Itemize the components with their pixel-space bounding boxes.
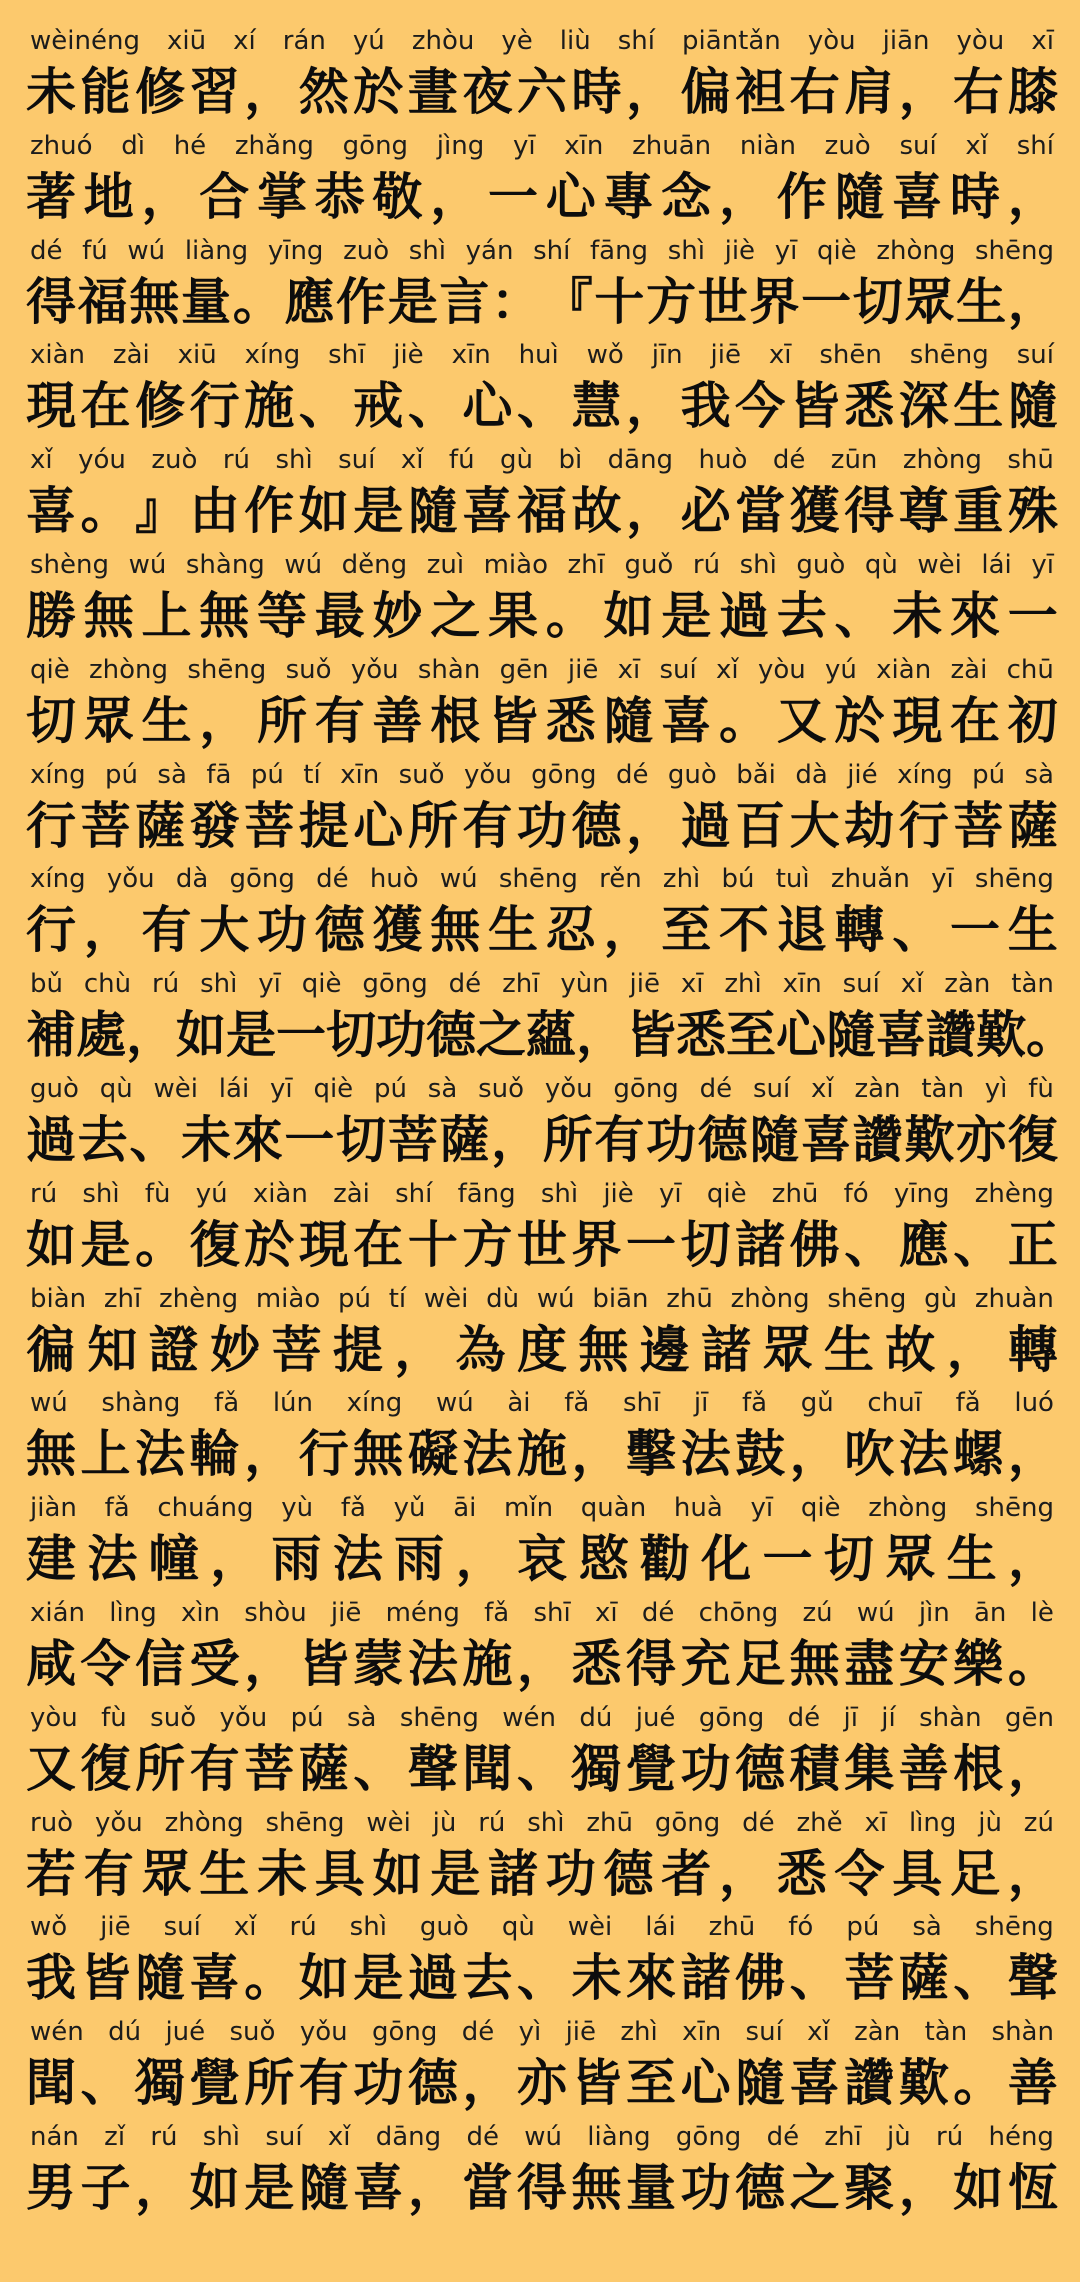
pinyin-line: shèng wú shàng wú děng zuì miào zhī guǒ rú shì guò qù wèi lái yī — [30, 550, 1054, 580]
verse-line — [26, 2017, 1058, 2121]
pinyin-line: xǐ yóu zuò rú shì suí xǐ fú gù bì dāng huò dé zūn zhòng shū — [30, 445, 1054, 476]
pinyin-line: dé fú wú liàng yīng zuò shì yán shí fāng shì jiè yī qiè zhòng shēng — [30, 235, 1054, 266]
verse-line — [26, 2122, 1058, 2226]
pinyin-line: rú shì fù yú xiàn zài shí fāng shì jiè yī qiè zhū fó yīng zhèng — [30, 1178, 1054, 1209]
pinyin-line: xíng pú sà fā pú tí xīn suǒ yǒu gōng dé guò bǎi dà jié xíng pú sà — [30, 759, 1054, 790]
verse-line — [26, 131, 1058, 235]
chinese-text-line: 喜 。 』 由 作 如 是 隨 喜 福 故 ， 必 當 獲 得 尊 重 殊 — [26, 482, 1058, 541]
chinese-text-line: 著 地 ， 合 掌 恭 敬 ， 一 心 專 念 ， 作 隨 喜 時 ， — [26, 167, 1058, 226]
pinyin-line: wǒ jiē suí xǐ rú shì guò qù wèi lái zhū fó pú sà shēng — [30, 1912, 1054, 1943]
chinese-text-line: 男 子 ， 如 是 隨 喜 ， 當 得 無 量 功 德 之 聚 ， 如 恆 — [26, 2159, 1058, 2217]
chinese-text-line: 勝 無 上 無 等 最 妙 之 果 。 如 是 過 去 、 未 來 一 — [26, 587, 1058, 645]
verse-line — [26, 236, 1058, 340]
chinese-text-line: 補 處 ， 如 是 一 切 功 德 之 蘊 ， 皆 悉 至 心 隨 喜 讚 歎 。 — [26, 1006, 1076, 1065]
pinyin-line: qiè zhòng shēng suǒ yǒu shàn gēn jiē xī suí xǐ yòu yú xiàn zài chū — [30, 654, 1054, 685]
pinyin-line: xián lìng xìn shòu jiē méng fǎ shī xī dé chōng zú wú jìn ān lè — [30, 1598, 1054, 1628]
verse-line — [26, 1493, 1058, 1597]
verse-line — [26, 655, 1058, 759]
verse-line — [26, 1284, 1058, 1388]
chinese-text-line: 行 菩 薩 發 菩 提 心 所 有 功 德 ， 過 百 大 劫 行 菩 薩 — [26, 796, 1058, 855]
chinese-text-line: 聞 、 獨 覺 所 有 功 德 ， 亦 皆 至 心 隨 喜 讚 歎 。 善 — [26, 2054, 1058, 2113]
pinyin-line: zhuó dì hé zhǎng gōng jìng yī xīn zhuān niàn zuò suí xǐ shí — [30, 130, 1054, 161]
chinese-text-line: 我 皆 隨 喜 。 如 是 過 去 、 未 來 諸 佛 、 菩 薩 、 聲 — [26, 1949, 1058, 2008]
chinese-text-line: 得 福 無 量 。 應 作 是 言 ： 『 十 方 世 界 一 切 眾 生 ， — [26, 272, 1058, 331]
chinese-text-line: 又 復 所 有 菩 薩 、 聲 聞 、 獨 覺 功 德 積 集 善 根 ， — [26, 1739, 1058, 1798]
chinese-text-line: 若 有 眾 生 未 具 如 是 諸 功 德 者 ， 悉 令 具 足 ， — [26, 1844, 1058, 1903]
verse-line — [26, 445, 1058, 549]
chinese-text-line: 未 能 修 習 ， 然 於 晝 夜 六 時 ， 偏 袒 右 肩 ， 右 膝 — [26, 63, 1058, 121]
pinyin-line: guò qù wèi lái yī qiè pú sà suǒ yǒu gōng dé suí xǐ zàn tàn yì fù — [30, 1074, 1054, 1104]
pinyin-line: jiàn fǎ chuáng yù fǎ yǔ āi mǐn quàn huà yī qiè zhòng shēng — [30, 1493, 1054, 1524]
pinyin-line: ruò yǒu zhòng shēng wèi jù rú shì zhū gōng dé zhě xī lìng jù zú — [30, 1807, 1054, 1838]
pinyin-line: bǔ chù rú shì yī qiè gōng dé zhī yùn jiē xī zhì xīn suí xǐ zàn tàn — [30, 969, 1054, 1000]
verse-line — [26, 1808, 1058, 1912]
pinyin-line: nán zǐ rú shì suí xǐ dāng dé wú liàng gōng dé zhī jù rú héng — [30, 2122, 1054, 2152]
pinyin-line: wèinéng xiū xí rán yú zhòu yè liù shí piāntǎn yòu jiān yòu xī — [30, 26, 1054, 56]
verse-line — [26, 26, 1058, 130]
verse-line — [26, 550, 1058, 654]
chinese-text-line: 如 是 。 復 於 現 在 十 方 世 界 一 切 諸 佛 、 應 、 正 — [26, 1215, 1058, 1274]
chinese-text-line: 徧 知 證 妙 菩 提 ， 為 度 無 邊 諸 眾 生 故 ， 轉 — [26, 1320, 1058, 1379]
chinese-text-line: 行 ， 有 大 功 德 獲 無 生 忍 ， 至 不 退 轉 、 一 生 — [26, 901, 1058, 960]
pinyin-line: xiàn zài xiū xíng shī jiè xīn huì wǒ jīn jiē xī shēn shēng suí — [30, 340, 1054, 371]
chinese-text-line: 過 去 、 未 來 一 切 菩 薩 ， 所 有 功 德 隨 喜 讚 歎 亦 復 — [26, 1111, 1058, 1169]
pinyin-line: wú shàng fǎ lún xíng wú ài fǎ shī jī fǎ gǔ chuī fǎ luó — [30, 1388, 1054, 1419]
chinese-text-line: 切 眾 生 ， 所 有 善 根 皆 悉 隨 喜 。 又 於 現 在 初 — [26, 691, 1058, 750]
verse-line — [26, 1912, 1058, 2016]
verse-line — [26, 1598, 1058, 1702]
verse-line — [26, 1703, 1058, 1807]
chinese-text-line: 無 上 法 輪 ， 行 無 礙 法 施 ， 擊 法 鼓 ， 吹 法 螺 ， — [26, 1425, 1058, 1484]
verse-line — [26, 1179, 1058, 1283]
verse-line — [26, 1074, 1058, 1178]
verse-line — [26, 864, 1058, 968]
verse-line — [26, 1388, 1058, 1492]
chinese-text-line: 現 在 修 行 施 、 戒 、 心 、 慧 ， 我 今 皆 悉 深 生 隨 — [26, 377, 1058, 436]
pinyin-line: wén dú jué suǒ yǒu gōng dé yì jiē zhì xīn suí xǐ zàn tàn shàn — [30, 2017, 1054, 2048]
verse-line — [26, 969, 1076, 1073]
chinese-text-line: 咸 令 信 受 ， 皆 蒙 法 施 ， 悉 得 充 足 無 盡 安 樂 。 — [26, 1635, 1058, 1693]
pinyin-line: biàn zhī zhèng miào pú tí wèi dù wú biān zhū zhòng shēng gù zhuàn — [30, 1283, 1054, 1314]
verse-line — [26, 760, 1058, 864]
pinyin-line: xíng yǒu dà gōng dé huò wú shēng rěn zhì bú tuì zhuǎn yī shēng — [30, 864, 1054, 895]
chinese-text-line: 建 法 幢 ， 雨 法 雨 ， 哀 愍 勸 化 一 切 眾 生 ， — [26, 1530, 1058, 1589]
pinyin-line: yòu fù suǒ yǒu pú sà shēng wén dú jué gōng dé jī jí shàn gēn — [30, 1702, 1054, 1733]
verse-line — [26, 340, 1058, 444]
